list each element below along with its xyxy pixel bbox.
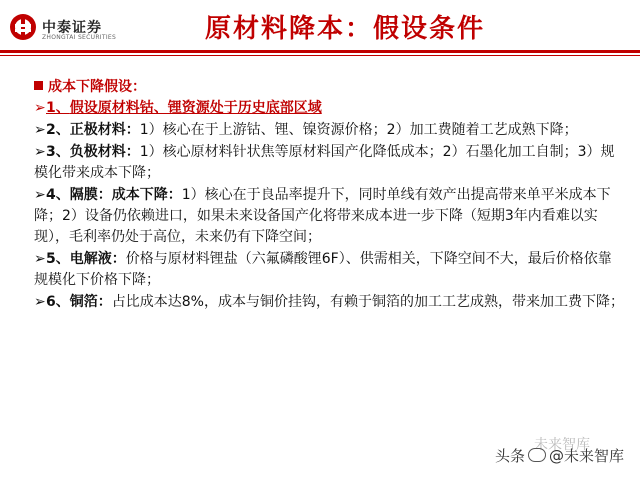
arrow-bullet-icon: ➢ (34, 100, 46, 116)
list-item (34, 142, 624, 184)
arrow-bullet-icon: ➢ (34, 294, 46, 310)
item-text: 1）核心原材料针状焦等原材料国产化降低成本；2）石墨化加工自制；3）规模化带来成本下降； (34, 144, 615, 181)
item-text: 价格与原材料锂盐（六氟磷酸锂6F）、供需相关，下降空间不大，最后价格依靠规模化下价格下降； (34, 251, 612, 288)
item-number: 1、 (46, 100, 70, 116)
item-text: 占比成本达8%，成本与铜价挂钩，有赖于铜箔的加工工艺成熟，带来加工费下降； (111, 294, 624, 310)
square-bullet-icon (34, 81, 43, 90)
logo-mark-icon (8, 12, 38, 42)
logo-text-cn: 中泰证券 (42, 20, 102, 36)
watermark-name: @未来智库 (548, 447, 624, 465)
list-item (34, 185, 624, 248)
wechat-icon (528, 448, 546, 462)
title-rule-thin (0, 55, 640, 56)
item-label: 正极材料： (69, 122, 140, 138)
item-number: 4、 (46, 187, 70, 203)
item-number: 5、 (46, 251, 70, 267)
section-heading-text: 成本下降假设： (48, 79, 146, 95)
arrow-bullet-icon: ➢ (34, 187, 46, 203)
slide-content (34, 76, 624, 314)
title-rule-thick (0, 50, 640, 53)
section-heading (34, 76, 624, 98)
item-number: 2、 (46, 122, 70, 138)
arrow-bullet-icon: ➢ (34, 144, 46, 160)
watermark (495, 445, 624, 466)
list-item (34, 249, 624, 291)
item-text: 1）核心在于上游钴、锂、镍资源价格；2）加工费随着工艺成熟下降； (139, 122, 578, 138)
slide-title: 原材料降本：假设条件 (205, 14, 486, 44)
arrow-bullet-icon: ➢ (34, 251, 46, 267)
item-label: 负极材料： (69, 144, 140, 160)
item-number: 3、 (46, 144, 70, 160)
item-label: 隔膜：成本下降： (69, 187, 182, 203)
item-label: 铜箔： (69, 294, 112, 310)
logo-text-en: ZHONGTAI SECURITIES (42, 34, 117, 41)
list-item (34, 98, 624, 119)
arrow-bullet-icon: ➢ (34, 122, 46, 138)
assumption-list (34, 98, 624, 313)
item-label: 电解液： (69, 251, 126, 267)
item-number: 6、 (46, 294, 70, 310)
item-text: 假设原材料钴、锂资源处于历史底部区域 (69, 100, 322, 116)
watermark-prefix: 头条 (494, 447, 525, 465)
list-item (34, 292, 624, 313)
list-item (34, 120, 624, 141)
watermark-ghost-text: 未来智库 (534, 437, 590, 453)
item-text: 1）核心在于良品率提升下，同时单线有效产出提高带来单平米成本下降；2）设备仍依赖进口，如果未来设备国产化将带来成本进一步下降（短期3年内看难以实现），毛利率仍处于高位，未来仍有下降空间； (34, 187, 611, 245)
company-logo (8, 8, 128, 44)
